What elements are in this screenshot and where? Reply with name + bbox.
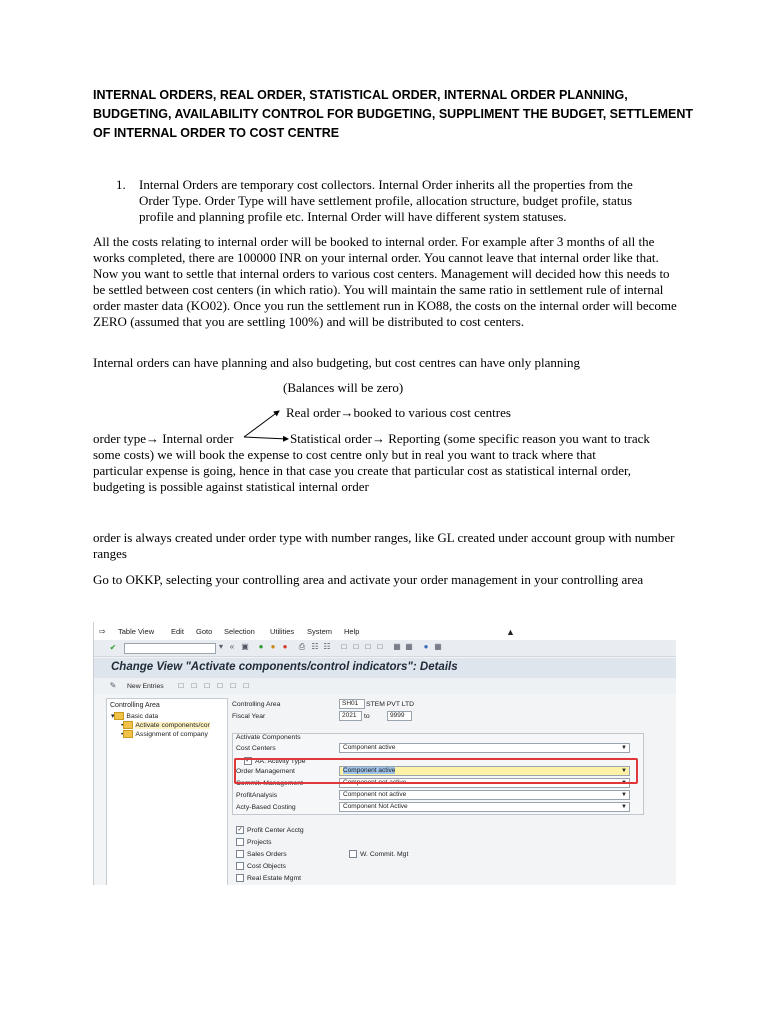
previous-page-icon[interactable]: □ — [353, 642, 359, 651]
checkbox-checked-icon: ✓ — [245, 758, 251, 764]
order-management-dropdown[interactable]: Component active ▼ — [339, 766, 630, 776]
diagram-order-type: order type→ Internal order — [93, 431, 234, 446]
commitment-management-dropdown[interactable]: Component not active ▼ — [339, 778, 630, 788]
diagram-continuation-1: some costs) we will book the expense to cost centre only but in real you want to track where that — [93, 447, 596, 462]
print-icon[interactable]: ⎙ — [298, 642, 306, 651]
menu-selection[interactable]: Selection — [224, 627, 255, 636]
order-management-label: Order Management — [236, 768, 295, 775]
chevron-down-icon: ▼ — [621, 745, 627, 751]
folder-icon — [123, 730, 133, 738]
menu-help[interactable]: Help — [344, 627, 360, 636]
folder-icon — [114, 712, 124, 720]
diagram-continuation-3: budgeting is possible against statistical internal order — [93, 479, 369, 494]
menu-table-view[interactable]: Table View — [118, 627, 155, 636]
menu-bar — [94, 622, 676, 640]
highlight-outline — [234, 758, 638, 784]
exit-icon[interactable]: ● — [270, 642, 276, 651]
controlling-area-field[interactable]: SH01 — [339, 699, 365, 709]
sales-orders-checkbox[interactable]: Sales Orders — [236, 850, 287, 858]
w-commit-checkbox[interactable]: W. Commit. Mgt — [349, 850, 408, 858]
enter-icon[interactable]: ✔ — [109, 643, 117, 652]
page-heading: INTERNAL ORDERS, REAL ORDER, STATISTICAL ORDER, INTERNAL ORDER PLANNING, BUDGETING, AVAILABILITY CONTROL FOR BUDGETING, SUPPLIMENT THE BUDGET, SETTLEMENT OF INTERNAL ORDER TO COST CENTRE — [93, 88, 694, 140]
commitment-management-label: Commit. Management — [236, 780, 303, 787]
cost-centers-dropdown[interactable]: Component active ▼ — [339, 743, 630, 753]
copy-icon[interactable]: □ — [178, 681, 184, 690]
cost-centers-label: Cost Centers — [236, 745, 276, 752]
fiscal-year-to-label: to — [364, 713, 370, 720]
fiscal-year-label: Fiscal Year — [232, 713, 266, 720]
arrow-to-real-order — [244, 411, 279, 437]
next-page-icon[interactable]: □ — [365, 642, 371, 651]
tree-header: Controlling Area — [110, 702, 160, 709]
checkbox-icon — [236, 874, 244, 882]
menu-edit[interactable]: Edit — [171, 627, 184, 636]
previous-entry-icon[interactable]: □ — [217, 681, 223, 690]
diagram-continuation-2: particular expense is going, hence in that case you create that particular cost as statistical internal order, — [93, 463, 632, 478]
shortcut-icon[interactable]: ▦ — [405, 642, 413, 651]
chevron-down-icon: ▼ — [621, 792, 627, 798]
diagram-balances: (Balances will be zero) — [283, 380, 404, 395]
checkbox-icon — [236, 838, 244, 846]
profit-center-checkbox[interactable]: ✓ Profit Center Acctg — [237, 826, 304, 834]
projects-checkbox[interactable]: Projects — [236, 838, 272, 846]
tree-item-basic-data[interactable]: ▾ Basic data — [111, 713, 159, 720]
undo-icon[interactable]: □ — [204, 681, 210, 690]
checkbox-icon — [236, 850, 244, 858]
activity-based-costing-label: Acty-Based Costing — [236, 804, 296, 811]
checkbox-icon — [349, 850, 357, 858]
command-field[interactable] — [124, 643, 216, 654]
activity-type-checkbox[interactable]: ✓ AA: Activity Type — [245, 757, 306, 765]
cancel-icon[interactable]: ● — [282, 642, 288, 651]
other-view-icon[interactable]: ✎ — [109, 681, 117, 690]
mouse-cursor-icon: ▲ — [506, 627, 515, 637]
arrow-to-statistical-order — [244, 437, 288, 439]
paragraph-number-ranges: order is always created under order type with number ranges, like GL created under account group with number ranges — [93, 530, 675, 561]
save-icon[interactable]: ▣ — [241, 642, 249, 651]
last-page-icon[interactable]: □ — [377, 642, 383, 651]
folder-icon — [123, 721, 133, 729]
real-estate-checkbox[interactable]: Real Estate Mgmt — [236, 874, 301, 882]
paragraph-settlement: All the costs relating to internal order will be booked to internal order. For example after 3 months of all the works completed, there are 100000 INR on your internal order. You cannot leave that internal order like that. Now you want to settle that internal orders to various cost centers. Management will decided how this needs to be settled between cost centers (in which ratio). You will maintain the same ratio in settlement rule of internal order master data (KO02). Once you run the settlement run in KO88, the costs on the internal order will become ZERO (assumed that you are settling 100%) and will be distributed to cost centers. — [93, 234, 677, 329]
paragraph-planning: Internal orders can have planning and also budgeting, but cost centres can have only planning — [93, 355, 580, 370]
chevron-down-icon: ▼ — [621, 768, 627, 774]
back-icon[interactable]: ● — [258, 642, 264, 651]
fiscal-year-to-field[interactable]: 9999 — [387, 711, 412, 721]
find-icon[interactable]: ☷ — [311, 642, 319, 651]
menu-goto[interactable]: Goto — [196, 627, 213, 636]
help-icon[interactable]: ● — [423, 642, 429, 651]
paragraph-okkp: Go to OKKP, selecting your controlling area and activate your order management in your controlling area — [93, 572, 644, 587]
activity-based-costing-dropdown[interactable]: Component Not Active ▼ — [339, 802, 630, 812]
activate-components-header: Activate Components — [236, 734, 301, 741]
checkbox-checked-icon: ✓ — [237, 827, 243, 833]
layout-menu-icon[interactable]: ▦ — [434, 642, 442, 651]
list-number: 1. — [116, 177, 126, 192]
cost-objects-checkbox[interactable]: Cost Objects — [236, 862, 286, 870]
controlling-area-label: Controlling Area — [232, 701, 281, 708]
fiscal-year-from-field[interactable]: 2021 — [339, 711, 362, 721]
diagram-statistical: Statistical order→ Reporting (some specific reason you want to track — [290, 431, 650, 446]
list-item-text: Internal Orders are temporary cost collectors. Internal Order inherits all the properties from the Order Type. Order Type will have settlement profile, allocation structure, budget profile, status profile and planning profile etc. Internal Order will have different system statuses. — [139, 177, 633, 224]
tree-item-activate-components[interactable]: • Activate components/cor — [121, 721, 210, 729]
menu-utilities[interactable]: Utilities — [270, 627, 295, 636]
delete-icon[interactable]: □ — [191, 681, 197, 690]
diagram-real-order: Real order→booked to various cost centres — [286, 405, 511, 420]
first-page-icon[interactable]: □ — [341, 642, 347, 651]
sap-screenshot — [93, 622, 676, 885]
bc-set-icon[interactable]: □ — [243, 681, 249, 690]
tree-item-assignment[interactable]: • Assignment of company — [121, 730, 208, 738]
chevron-down-icon: ▼ — [621, 804, 627, 810]
dialog-structure-pane — [106, 698, 228, 885]
menu-icon[interactable]: ⇨ — [99, 627, 106, 636]
controlling-area-name: STEM PVT LTD — [366, 701, 415, 708]
screen-title: Change View "Activate components/control indicators": Details — [111, 661, 458, 673]
menu-system[interactable]: System — [307, 627, 333, 636]
profit-analysis-dropdown[interactable]: Component not active ▼ — [339, 790, 630, 800]
next-entry-icon[interactable]: □ — [230, 681, 236, 690]
profit-analysis-label: ProfitAnalysis — [236, 792, 278, 799]
command-dropdown-icon[interactable]: ▾ — [218, 642, 223, 651]
find-next-icon[interactable]: ☷ — [323, 642, 331, 651]
command-back-icon[interactable]: « — [229, 642, 235, 651]
new-session-icon[interactable]: ▦ — [393, 642, 401, 651]
chevron-down-icon: ▼ — [621, 780, 627, 786]
new-entries-button[interactable]: New Entries — [127, 683, 164, 690]
checkbox-icon — [236, 862, 244, 870]
